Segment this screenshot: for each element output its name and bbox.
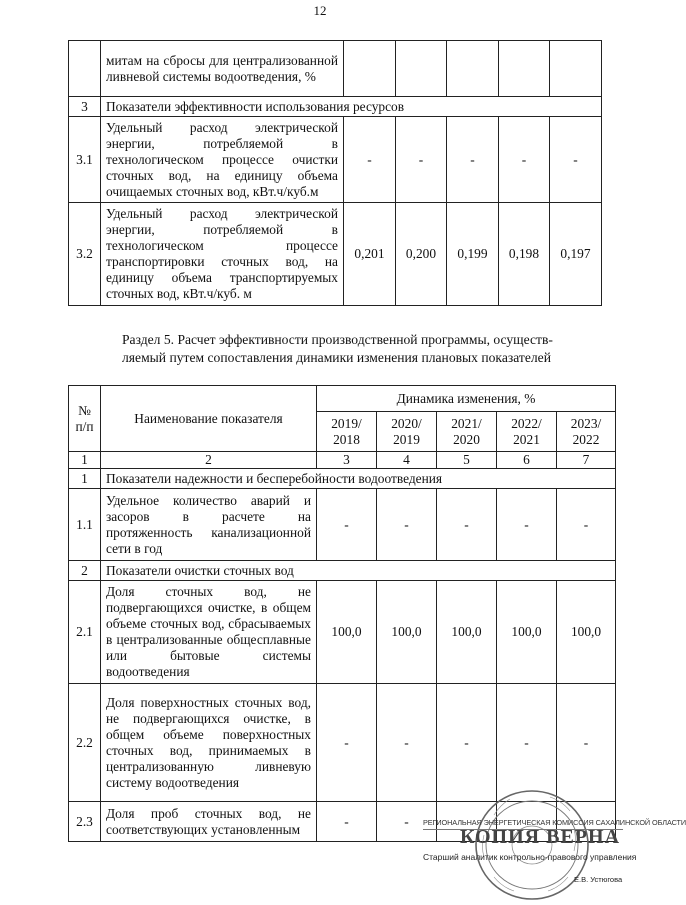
value-cell: 100,0 (377, 581, 437, 684)
section-5-heading (86, 331, 598, 367)
value-cell: 0,199 (447, 203, 499, 306)
value-cell: - (377, 802, 437, 842)
year-header: 2022/ 2021 (497, 412, 557, 452)
value-cell: 100,0 (317, 581, 377, 684)
value-cell: - (317, 802, 377, 842)
value-cell: - (550, 117, 602, 203)
row-num-cell: 2.2 (69, 684, 101, 802)
column-number: 7 (557, 452, 616, 469)
stamp-organization: РЕГИОНАЛЬНАЯ ЭНЕРГЕТИЧЕСКАЯ КОМИССИЯ САХАЛИНСКОЙ ОБЛАСТИ (423, 818, 686, 827)
indicators-table-continuation (68, 40, 602, 306)
indicator-name-cell: Удельное количество аварий и засоров в расчете на протяженность канализационной сети в год (101, 489, 317, 561)
column-number: 2 (101, 452, 317, 469)
dynamics-header: Динамика изменения, % (317, 386, 616, 412)
section-title-cell: Показатели эффективности использования ресурсов (101, 97, 602, 117)
row-num-cell: 1.1 (69, 489, 101, 561)
column-number: 1 (69, 452, 101, 469)
section-row (69, 469, 616, 489)
value-cell: - (557, 684, 616, 802)
year-header: 2019/ 2018 (317, 412, 377, 452)
value-cell: - (437, 684, 497, 802)
value-cell (447, 41, 499, 97)
stamp-position: Старший аналитик контрольно-правового управления (423, 852, 637, 862)
column-number: 3 (317, 452, 377, 469)
value-cell (550, 41, 602, 97)
value-cell (344, 41, 396, 97)
year-header: 2021/ 2020 (437, 412, 497, 452)
indicator-name-cell: митам на сбросы для централизованной ливневой системы водоотведения, % (101, 41, 344, 97)
stamp-title: КОПИЯ ВЕРНА (460, 826, 621, 848)
num-col-header: № п/п (69, 386, 101, 452)
section-row (69, 97, 602, 117)
section-num-cell: 3 (69, 97, 101, 117)
row-num-cell: 3.1 (69, 117, 101, 203)
value-cell: - (499, 117, 550, 203)
table-row (69, 203, 602, 306)
value-cell: - (437, 489, 497, 561)
value-cell: - (317, 684, 377, 802)
name-col-header: Наименование показателя (101, 386, 317, 452)
section-title-cell: Показатели очистки сточных вод (101, 561, 616, 581)
year-header: 2023/ 2022 (557, 412, 616, 452)
section-row (69, 561, 616, 581)
dynamics-table (68, 385, 616, 842)
section-heading-line: Раздел 5. Расчет эффективности производственной программы, осуществ- (122, 332, 553, 347)
value-cell: 0,197 (550, 203, 602, 306)
column-number: 5 (437, 452, 497, 469)
value-cell: 100,0 (497, 581, 557, 684)
section-title-cell: Показатели надежности и бесперебойности водоотведения (101, 469, 616, 489)
section-num-cell: 2 (69, 561, 101, 581)
header-row (69, 386, 616, 412)
value-cell: 0,201 (344, 203, 396, 306)
value-cell: - (344, 117, 396, 203)
table-row-continuation (69, 41, 602, 97)
value-cell: 0,198 (499, 203, 550, 306)
column-number: 4 (377, 452, 437, 469)
year-header: 2020/ 2019 (377, 412, 437, 452)
value-cell: - (377, 684, 437, 802)
column-numbers-row (69, 452, 616, 469)
page-number: 12 (313, 3, 327, 18)
row-num-cell: 3.2 (69, 203, 101, 306)
value-cell: - (497, 684, 557, 802)
table-row (69, 581, 616, 684)
indicator-name-cell: Удельный расход электрической энергии, потребляемой в технологическом процессе транспортировки сточных вод, на единицу объема транспортируемых сточных вод, кВт.ч/куб. м (101, 203, 344, 306)
value-cell: 100,0 (437, 581, 497, 684)
section-num-cell: 1 (69, 469, 101, 489)
value-cell: - (447, 117, 499, 203)
value-cell (499, 41, 550, 97)
table-row (69, 117, 602, 203)
row-num-cell: 2.3 (69, 802, 101, 842)
indicator-name-cell: Доля сточных вод, не подвергающихся очистке, в общем объеме сточных вод, сбрасываемых в централизованные общесплавные или бытовые системы водоотведения (101, 581, 317, 684)
value-cell: - (377, 489, 437, 561)
value-cell: 0,200 (396, 203, 447, 306)
value-cell: - (396, 117, 447, 203)
value-cell: - (557, 489, 616, 561)
value-cell: 100,0 (557, 581, 616, 684)
value-cell: - (317, 489, 377, 561)
value-cell: - (497, 489, 557, 561)
indicator-name-cell: Доля проб сточных вод, не соответствующих установленным (101, 802, 317, 842)
column-number: 6 (497, 452, 557, 469)
indicator-name-cell: Доля поверхностных сточных вод, не подвергающихся очистке, в общем объеме поверхностных сточных вод, принимаемых в централизованную ливневую систему водоотведения (101, 684, 317, 802)
table-row (69, 684, 616, 802)
value-cell (396, 41, 447, 97)
section-heading-line: ляемый путем сопоставления динамики изменения плановых показателей (122, 350, 551, 365)
table-row (69, 489, 616, 561)
row-num-cell (69, 41, 101, 97)
indicator-name-cell: Удельный расход электрической энергии, потребляемой в технологическом процессе очистки сточных вод, на единицу объема очищаемых сточных вод, кВт.ч/куб.м (101, 117, 344, 203)
stamp-signatory: Е.В. Устюгова (574, 875, 623, 884)
row-num-cell: 2.1 (69, 581, 101, 684)
